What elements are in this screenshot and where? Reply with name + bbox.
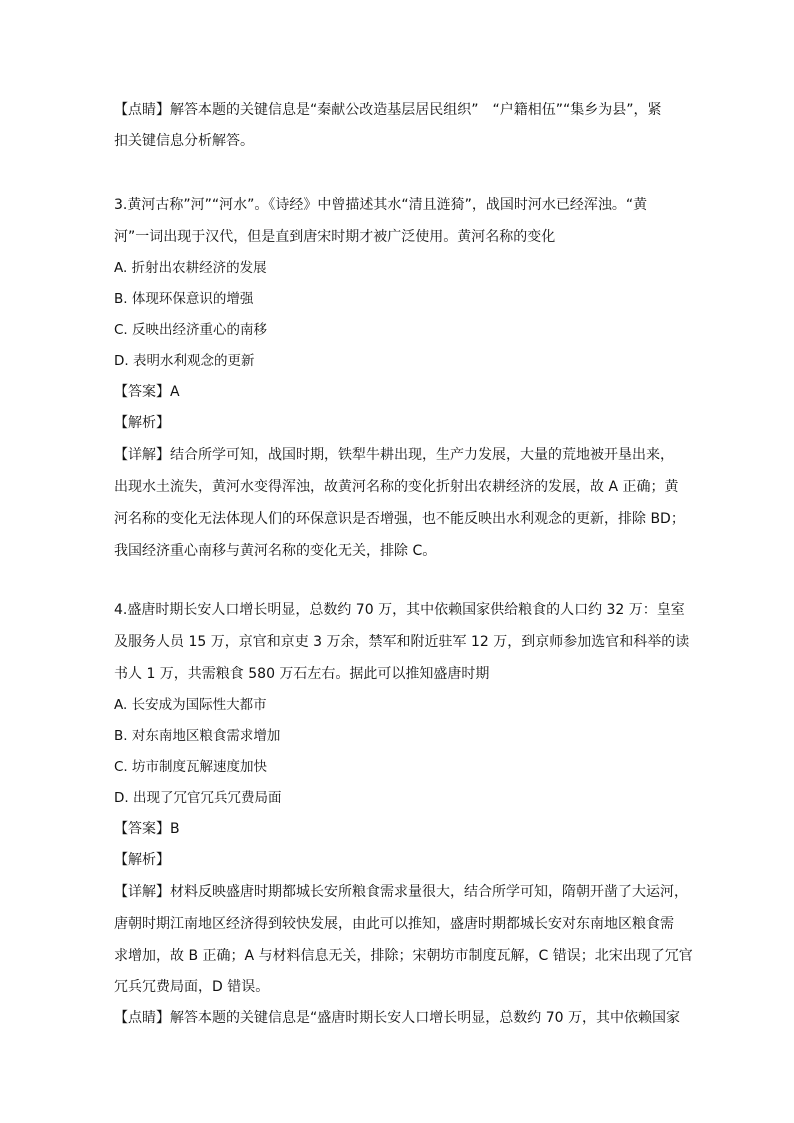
q4-detail-line-2: 唐朝时期江南地区经济得到较快发展，由此可以推知，盛唐时期都城长安对东南地区粮食需 [114,916,674,932]
q4-analysis-heading: 【解析】 [114,852,170,868]
q3-stem-line-2: 河”一词出现于汉代，但是直到唐宋时期才被广泛使用。黄河名称的变化 [114,229,556,245]
q4-stem-line-3: 书人 1 万，共需粮食 580 万石左右。据此可以推知盛唐时期 [114,666,490,682]
q4-answer: 【答案】B [114,821,180,837]
q3-option-a: A. 折射出农耕经济的发展 [114,260,267,276]
q4-option-a: A. 长安成为国际性大都市 [114,697,267,713]
q3-detail-line-2: 出现水土流失，黄河水变得浑浊，故黄河名称的变化折射出农耕经济的发展，故 A 正确；黄 [114,479,679,495]
q3-stem-line-1: 3.黄河古称”河”“河水”。《诗经》中曾描述其水“清且涟猗”，战国时河水已经浑浊。“黄 [114,197,648,213]
q3-option-d: D. 表明水利观念的更新 [114,353,255,369]
q4-detail-line-4: 冗兵冗费局面，D 错误。 [114,979,270,995]
hint-line-2: 扣关键信息分析解答。 [114,133,254,149]
q4-detail-line-3: 求增加，故 B 正确；A 与材料信息无关，排除；宋朝坊市制度瓦解，C 错误；北宋出现了冗官 [114,948,693,964]
q3-detail-line-1: 【详解】结合所学可知，战国时期，铁犁牛耕出现，生产力发展，大量的荒地被开垦出来， [114,447,674,463]
q3-analysis-heading: 【解析】 [114,415,170,431]
q4-option-d: D. 出现了冗官冗兵冗费局面 [114,790,282,806]
q4-stem-line-1: 4.盛唐时期长安人口增长明显，总数约 70 万，其中依赖国家供给粮食的人口约 32 万：皇室 [114,602,685,618]
q4-option-c: C. 坊市制度瓦解速度加快 [114,759,268,775]
q4-detail-line-1: 【详解】材料反映盛唐时期都城长安所粮食需求量很大，结合所学可知，隋朝开凿了大运河， [114,884,688,900]
q3-detail-line-4: 我国经济重心南移与黄河名称的变化无关，排除 C。 [114,543,437,559]
q3-detail-line-3: 河名称的变化无法体现人们的环保意识是否增强，也不能反映出水利观念的更新，排除 BD； [114,511,685,527]
q3-option-c: C. 反映出经济重心的南移 [114,322,268,338]
hint-line-1: 【点睛】解答本题的关键信息是“秦献公改造基层居民组织” “户籍相伍”“集乡为县”，紧 [114,102,662,118]
q4-option-b: B. 对东南地区粮食需求增加 [114,728,281,744]
q4-stem-line-2: 及服务人员 15 万，京官和京吏 3 万余，禁军和附近驻军 12 万，到京师参加选官和科举的读 [114,634,690,650]
q4-hint-line-1: 【点睛】解答本题的关键信息是“盛唐时期长安人口增长明显，总数约 70 万，其中依赖国家 [114,1010,680,1026]
q3-option-b: B. 体现环保意识的增强 [114,291,254,307]
q3-answer: 【答案】A [114,384,180,400]
